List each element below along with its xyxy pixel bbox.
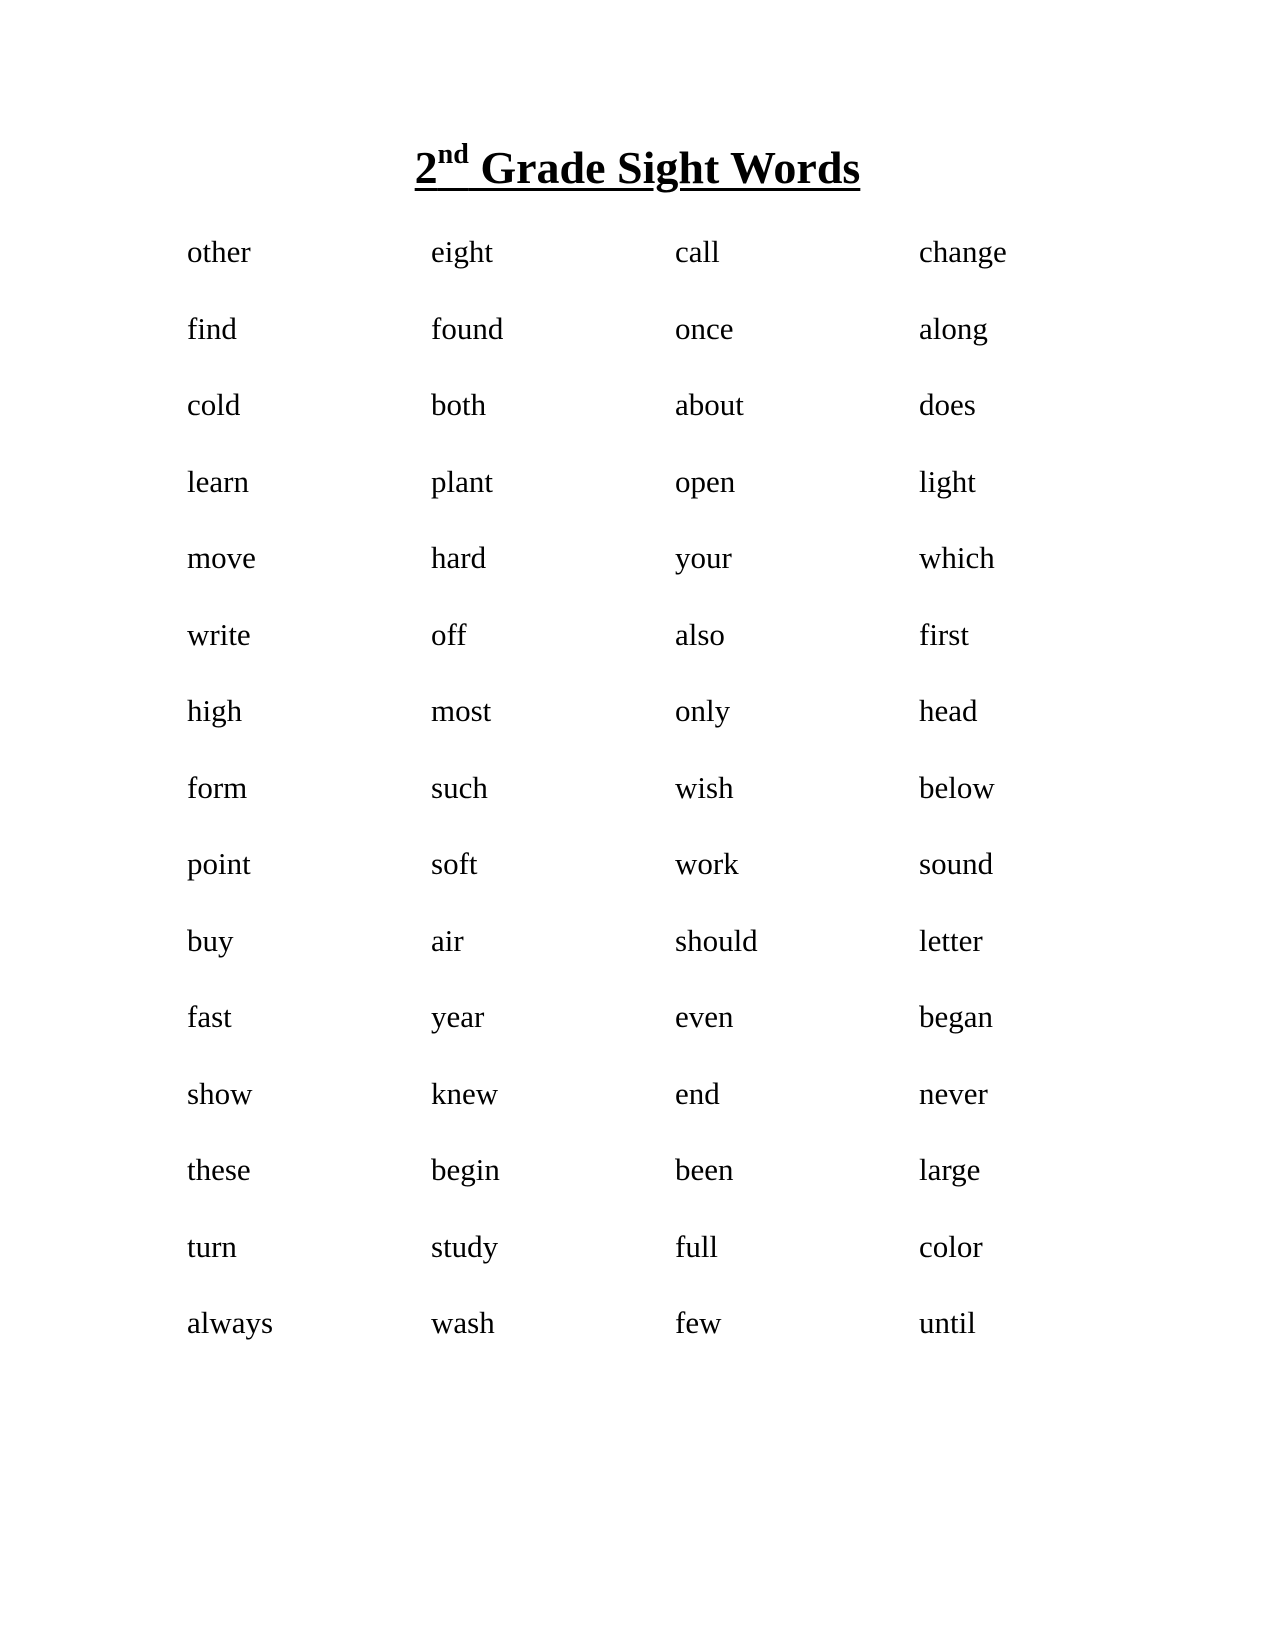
sight-word: form: [187, 769, 248, 805]
sight-word: both: [431, 387, 487, 422]
sight-word: begin: [431, 1152, 500, 1187]
sight-word: also: [675, 616, 725, 652]
sight-word: change: [919, 234, 1007, 269]
sight-word: wash: [431, 1305, 495, 1340]
sight-word: turn: [187, 1228, 237, 1264]
sight-word: hard: [431, 540, 487, 575]
sight-word: such: [431, 769, 488, 805]
sight-word: other: [187, 234, 251, 269]
sight-word: most: [431, 693, 492, 728]
sight-word: study: [431, 1228, 499, 1264]
sight-word: learn: [187, 463, 249, 499]
sight-word: knew: [431, 1075, 499, 1111]
sight-word: never: [919, 1075, 988, 1111]
sight-word: high: [187, 693, 243, 728]
sight-word: letter: [919, 922, 983, 958]
sight-word: show: [187, 1075, 253, 1111]
title-text: [414, 138, 861, 193]
sight-word: open: [675, 463, 736, 499]
sight-word: write: [187, 616, 251, 652]
sight-word: end: [675, 1075, 720, 1111]
sight-word: once: [675, 310, 734, 346]
sight-word: point: [187, 846, 251, 881]
sight-word: light: [919, 463, 976, 499]
sight-word: few: [675, 1305, 722, 1340]
sight-word: color: [919, 1228, 983, 1264]
sight-word: full: [675, 1228, 719, 1264]
sight-word: your: [675, 540, 732, 575]
title-prefix: 2: [414, 142, 438, 193]
sight-word: large: [919, 1152, 981, 1187]
sight-word: these: [187, 1152, 251, 1187]
sight-word: year: [431, 999, 485, 1034]
sight-word: move: [187, 540, 256, 575]
sight-word: buy: [187, 922, 234, 958]
sight-word: work: [675, 846, 739, 881]
sight-word: head: [919, 693, 978, 728]
sight-word: air: [431, 922, 464, 958]
title-rest: Grade Sight Words: [468, 142, 861, 193]
sight-word: eight: [431, 234, 493, 269]
sight-word: began: [919, 999, 994, 1034]
sight-word: below: [919, 769, 995, 805]
sight-word: wish: [675, 769, 734, 805]
sight-word: first: [919, 616, 969, 652]
sight-word: found: [431, 310, 504, 346]
sight-word: does: [919, 387, 976, 422]
title-superscript: nd: [437, 138, 469, 170]
sight-word: find: [187, 310, 237, 346]
sight-word: always: [187, 1305, 274, 1340]
sight-word: along: [919, 310, 988, 346]
sight-word: sound: [919, 846, 994, 881]
sight-word: until: [919, 1305, 976, 1340]
sight-word: been: [675, 1152, 734, 1187]
sight-word: fast: [187, 999, 232, 1034]
sight-word: off: [431, 616, 467, 652]
sight-word: call: [675, 234, 720, 269]
sight-word: even: [675, 999, 734, 1034]
sight-word-grid: [187, 230, 1167, 1378]
page-title: [0, 140, 1275, 196]
sight-word: only: [675, 693, 731, 728]
sight-word: plant: [431, 463, 493, 499]
sight-word: should: [675, 922, 758, 958]
sight-word: which: [919, 540, 995, 575]
sight-word: soft: [431, 846, 478, 881]
sight-word: cold: [187, 387, 241, 422]
sight-word: about: [675, 387, 744, 422]
